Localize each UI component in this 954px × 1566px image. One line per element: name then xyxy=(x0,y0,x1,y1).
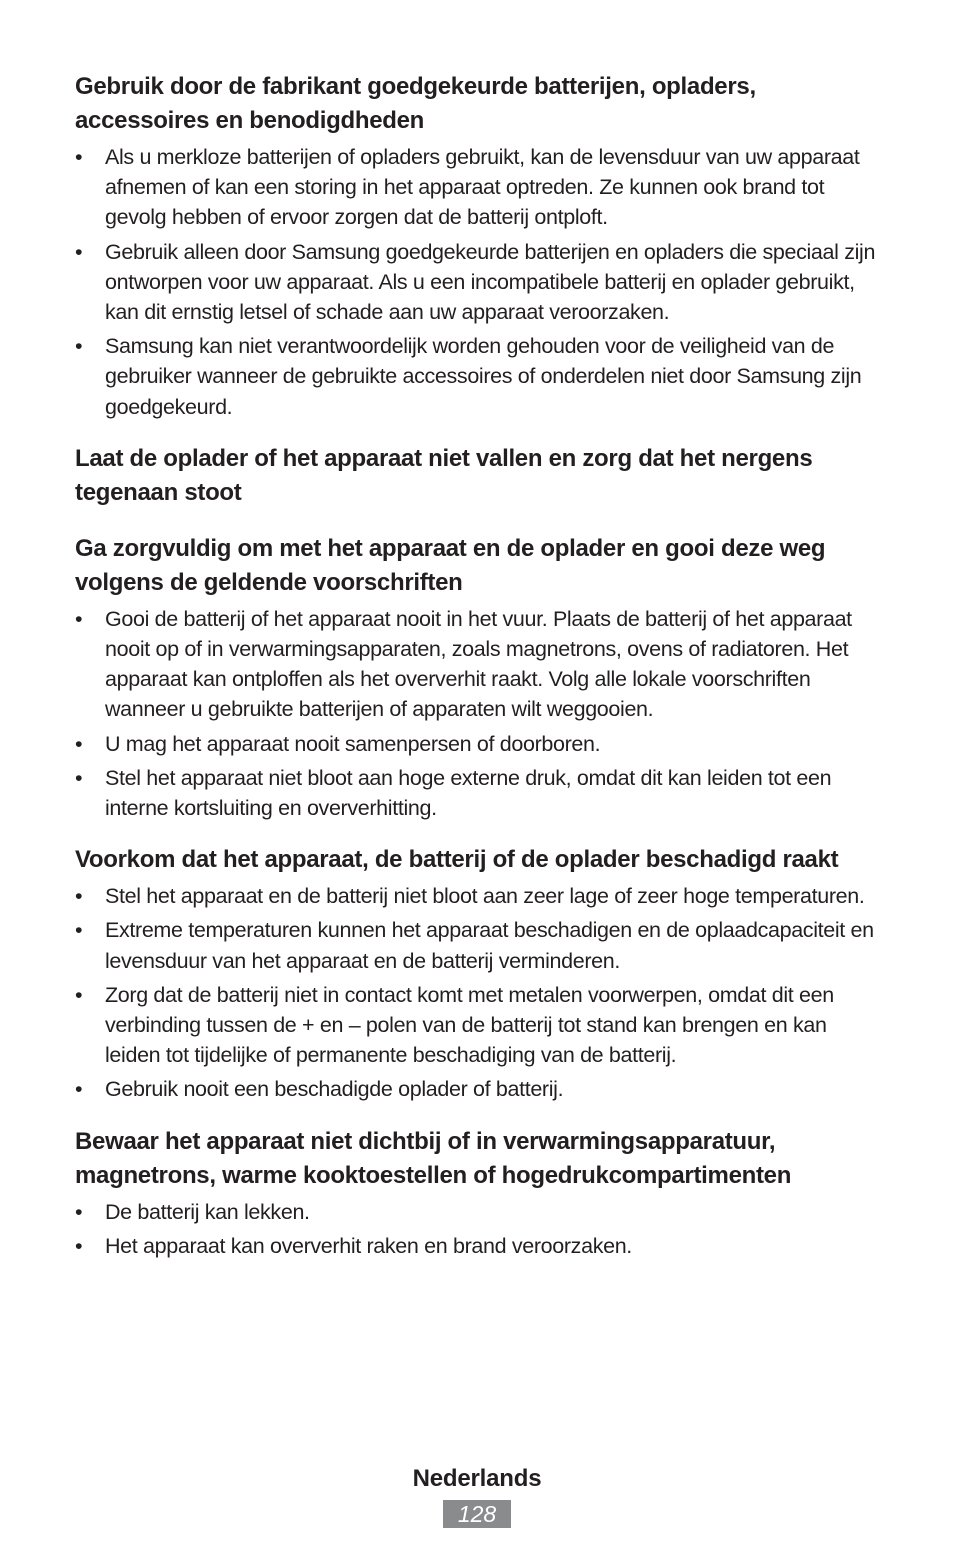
section-disposal xyxy=(75,532,885,823)
bullet-icon: • xyxy=(75,1199,83,1224)
section-heading: Laat de oplader of het apparaat niet vallen en zorg dat het nergens tegenaan stoot xyxy=(75,444,813,506)
list-item: • Gooi de batterij of het apparaat nooit in het vuur. Plaats de batterij of het apparaat nooit op of in verwarmingsapparaten, zoals magnetrons, ovens of radiatoren. Het apparaat kan ontploffen als het oververhit raakt. Volg alle lokale voorschriften wanneer u gebruikte batterijen of apparaten wilt weggooien. xyxy=(75,604,885,725)
section-heat-sources xyxy=(75,1125,885,1261)
list-item: • Gebruik alleen door Samsung goedgekeurde batterijen en opladers die speciaal zijn ontworpen voor uw apparaat. Als u een incompatibele batterij en oplader gebruikt, kan dit ernstig letsel of schade aan uw apparaat veroorzaken. xyxy=(75,237,885,328)
list-item: • De batterij kan lekken. xyxy=(75,1197,885,1227)
list-item: • Samsung kan niet verantwoordelijk worden gehouden voor de veiligheid van de gebruiker wanneer de gebruikte accessoires of onderdelen niet door Samsung zijn goedgekeurd. xyxy=(75,331,885,422)
section-prevent-damage xyxy=(75,843,885,1104)
bullet-list xyxy=(75,881,885,1104)
section-heading: Bewaar het apparaat niet dichtbij of in verwarmingsapparatuur, magnetrons, warme kooktoestellen of hogedrukcompartimenten xyxy=(75,1127,792,1189)
page-number: 128 xyxy=(443,1500,511,1528)
bullet-list xyxy=(75,142,885,422)
bullet-icon: • xyxy=(75,1233,83,1258)
list-item: • Gebruik nooit een beschadigde oplader of batterij. xyxy=(75,1074,885,1104)
section-approved-accessories xyxy=(75,70,885,422)
list-item: • Zorg dat de batterij niet in contact komt met metalen voorwerpen, omdat dit een verbinding tussen de + en – polen van de batterij tot stand kan brengen en kan leiden tot tijdelijke of permanente beschadiging van de batterij. xyxy=(75,980,885,1071)
bullet-icon: • xyxy=(75,239,83,264)
document-body xyxy=(75,70,885,1281)
bullet-icon: • xyxy=(75,606,83,631)
bullet-icon: • xyxy=(75,731,83,756)
list-item: • Als u merkloze batterijen of opladers gebruikt, kan de levensduur van uw apparaat afnemen of kan een storing in het apparaat optreden. Ze kunnen ook brand tot gevolg hebben of ervoor zorgen dat de batterij ontploft. xyxy=(75,142,885,233)
bullet-icon: • xyxy=(75,145,83,169)
bullet-icon: • xyxy=(75,982,83,1007)
bullet-icon: • xyxy=(75,765,83,790)
bullet-list xyxy=(75,604,885,823)
section-heading: Voorkom dat het apparaat, de batterij of de oplader beschadigd raakt xyxy=(75,846,839,874)
bullet-icon: • xyxy=(75,1077,83,1102)
section-heading: Gebruik door de fabrikant goedgekeurde batterijen, opladers, accessoires en benodigdheden xyxy=(75,73,756,134)
list-item: • Extreme temperaturen kunnen het apparaat beschadigen en de oplaadcapaciteit en levensduur van het apparaat en de batterij verminderen. xyxy=(75,915,885,975)
footer-language: Nederlands xyxy=(412,1465,542,1492)
bullet-list xyxy=(75,1197,885,1261)
list-item: • Stel het apparaat en de batterij niet bloot aan zeer lage of zeer hoge temperaturen. xyxy=(75,881,885,911)
section-do-not-drop xyxy=(75,442,885,510)
list-item: • Het apparaat kan oververhit raken en brand veroorzaken. xyxy=(75,1231,885,1261)
bullet-icon: • xyxy=(75,334,83,359)
list-item: • Stel het apparaat niet bloot aan hoge externe druk, omdat dit kan leiden tot een interne kortsluiting en oververhitting. xyxy=(75,763,885,823)
page-footer xyxy=(0,1462,954,1528)
bullet-icon: • xyxy=(75,884,83,909)
list-item: • U mag het apparaat nooit samenpersen of doorboren. xyxy=(75,729,885,759)
bullet-icon: • xyxy=(75,918,83,943)
section-heading: Ga zorgvuldig om met het apparaat en de oplader en gooi deze weg volgens de geldende voorschriften xyxy=(75,534,826,596)
